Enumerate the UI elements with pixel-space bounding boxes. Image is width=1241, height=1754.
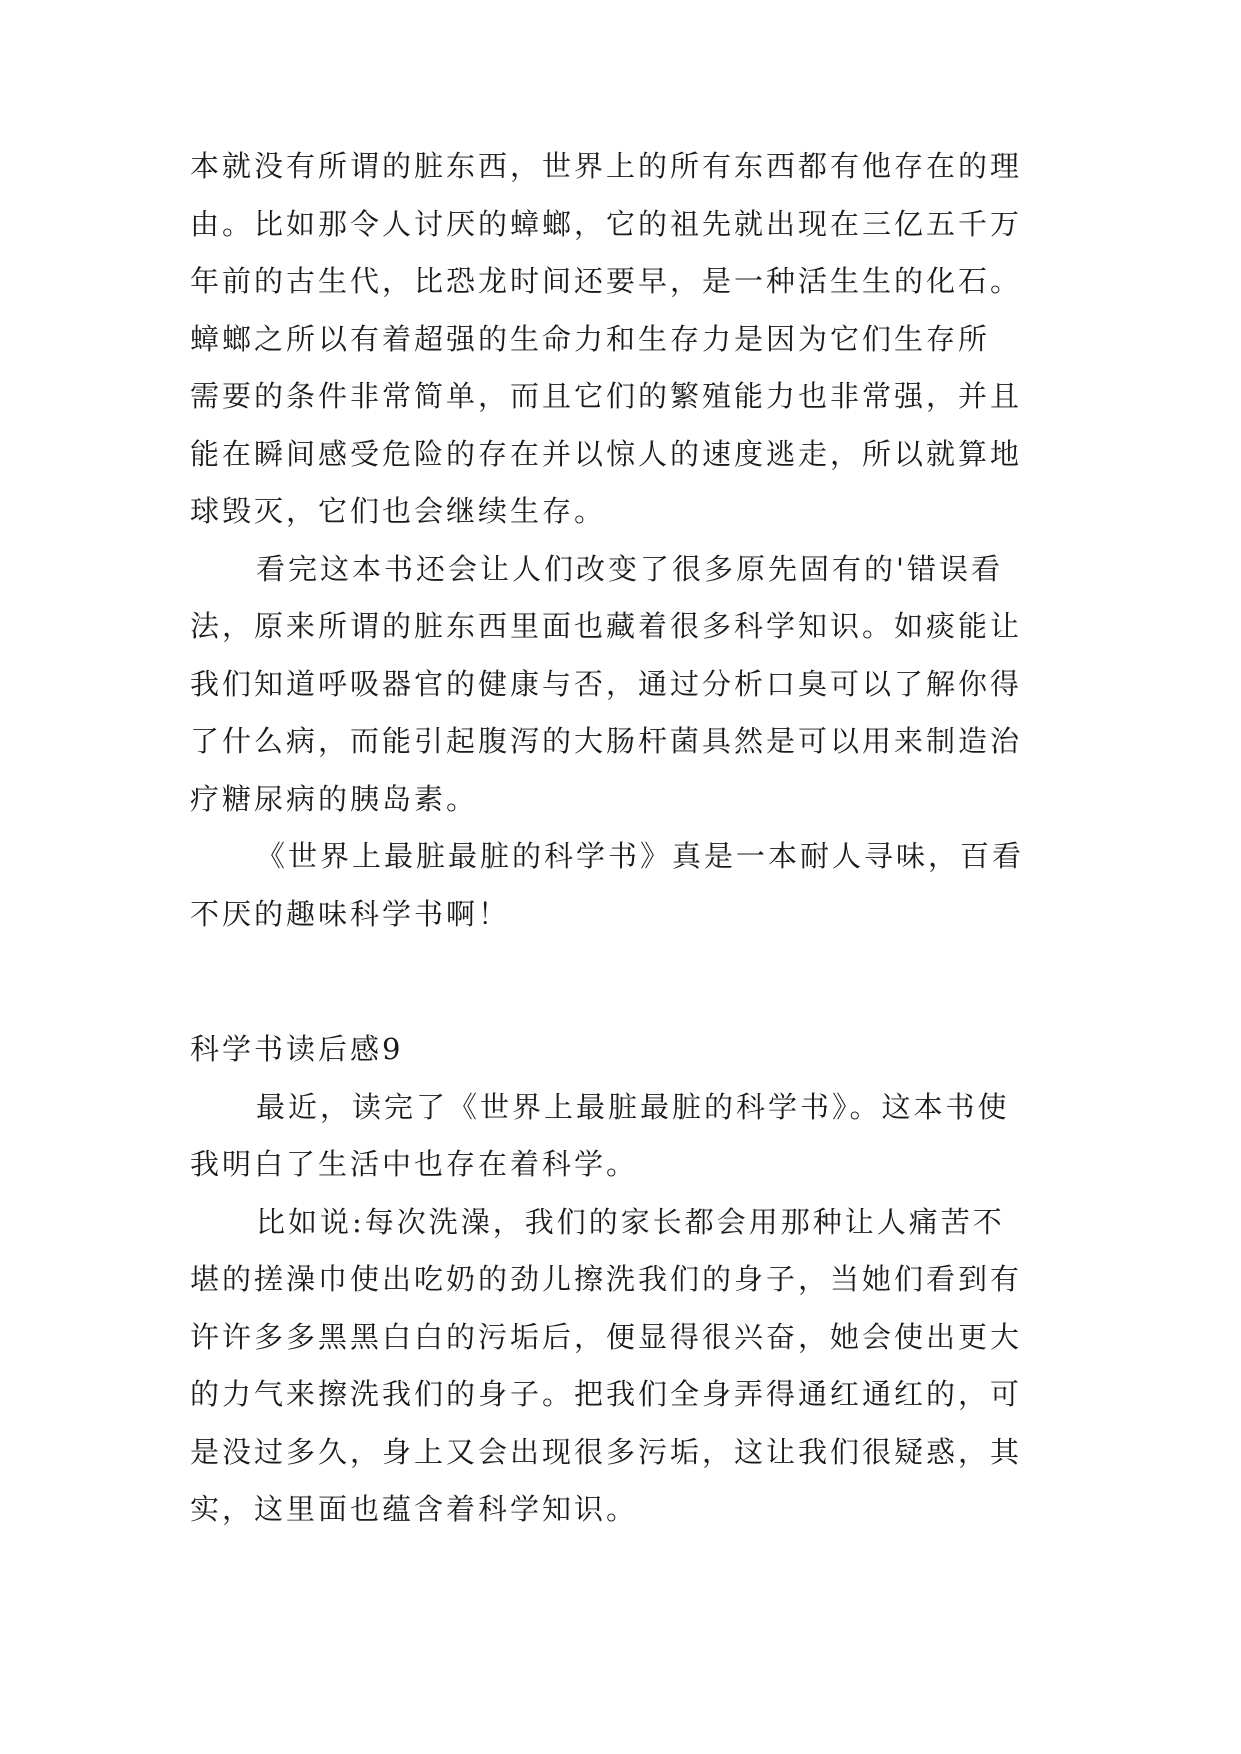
- text-block-1: [190, 138, 1070, 943]
- text-line: 年前的古生代，比恐龙时间还要早，是一种活生生的化石。: [190, 264, 1023, 298]
- text-line: 球毁灭，它们也会继续生存。: [190, 494, 607, 528]
- text-line: 本就没有所谓的脏东西，世界上的所有东西都有他存在的理: [190, 149, 1023, 183]
- text-line: 法，原来所谓的脏东西里面也藏着很多科学知识。如痰能让: [190, 609, 1023, 643]
- paragraph-start-line: 最近，读完了《世界上最脏最脏的科学书》。这本书使: [256, 1089, 1010, 1124]
- text-line: 实，这里面也蕴含着科学知识。: [190, 1492, 639, 1526]
- text-line: 蟑螂之所以有着超强的生命力和生存力是因为它们生存所: [190, 321, 991, 356]
- text-line: 疗糖尿病的胰岛素。: [190, 781, 479, 816]
- text-block-2: [190, 1021, 1070, 1539]
- text-line: 由。比如那令人讨厌的蟑螂，它的祖先就出现在三亿五千万: [190, 206, 1023, 241]
- text-line: 许许多多黑黑白白的污垢后，便显得很兴奋，她会使出更大: [190, 1319, 1023, 1354]
- text-line: 了什么病，而能引起腹泻的大肠杆菌具然是可以用来制造治: [190, 724, 1023, 758]
- text-line: 不厌的趣味科学书啊！: [190, 896, 511, 931]
- paragraph-start-line: 《世界上最脏最脏的科学书》真是一本耐人寻味，百看: [256, 839, 1025, 873]
- text-line: 我们知道呼吸器官的健康与否，通过分析口臭可以了解你得: [190, 666, 1023, 701]
- text-line: 我明白了生活中也存在着科学。: [190, 1147, 639, 1181]
- paragraph-start-line: 比如说:每次洗澡，我们的家长都会用那种让人痛苦不: [256, 1204, 1005, 1239]
- text-line: 是没过多久，身上又会出现很多污垢，这让我们很疑惑，其: [190, 1434, 1023, 1469]
- section-title: 科学书读后感9: [190, 1032, 404, 1066]
- text-line: 堪的搓澡巾使出吃奶的劲儿擦洗我们的身子，当她们看到有: [190, 1262, 1023, 1296]
- text-line: 的力气来擦洗我们的身子。把我们全身弄得通红通红的，可: [190, 1377, 1023, 1411]
- paragraph-start-line: 看完这本书还会让人们改变了很多原先固有的'错误看: [256, 551, 1003, 586]
- text-line: 能在瞬间感受危险的存在并以惊人的速度逃走，所以就算地: [190, 436, 1023, 471]
- text-line: 需要的条件非常简单，而且它们的繁殖能力也非常强，并且: [190, 379, 1023, 413]
